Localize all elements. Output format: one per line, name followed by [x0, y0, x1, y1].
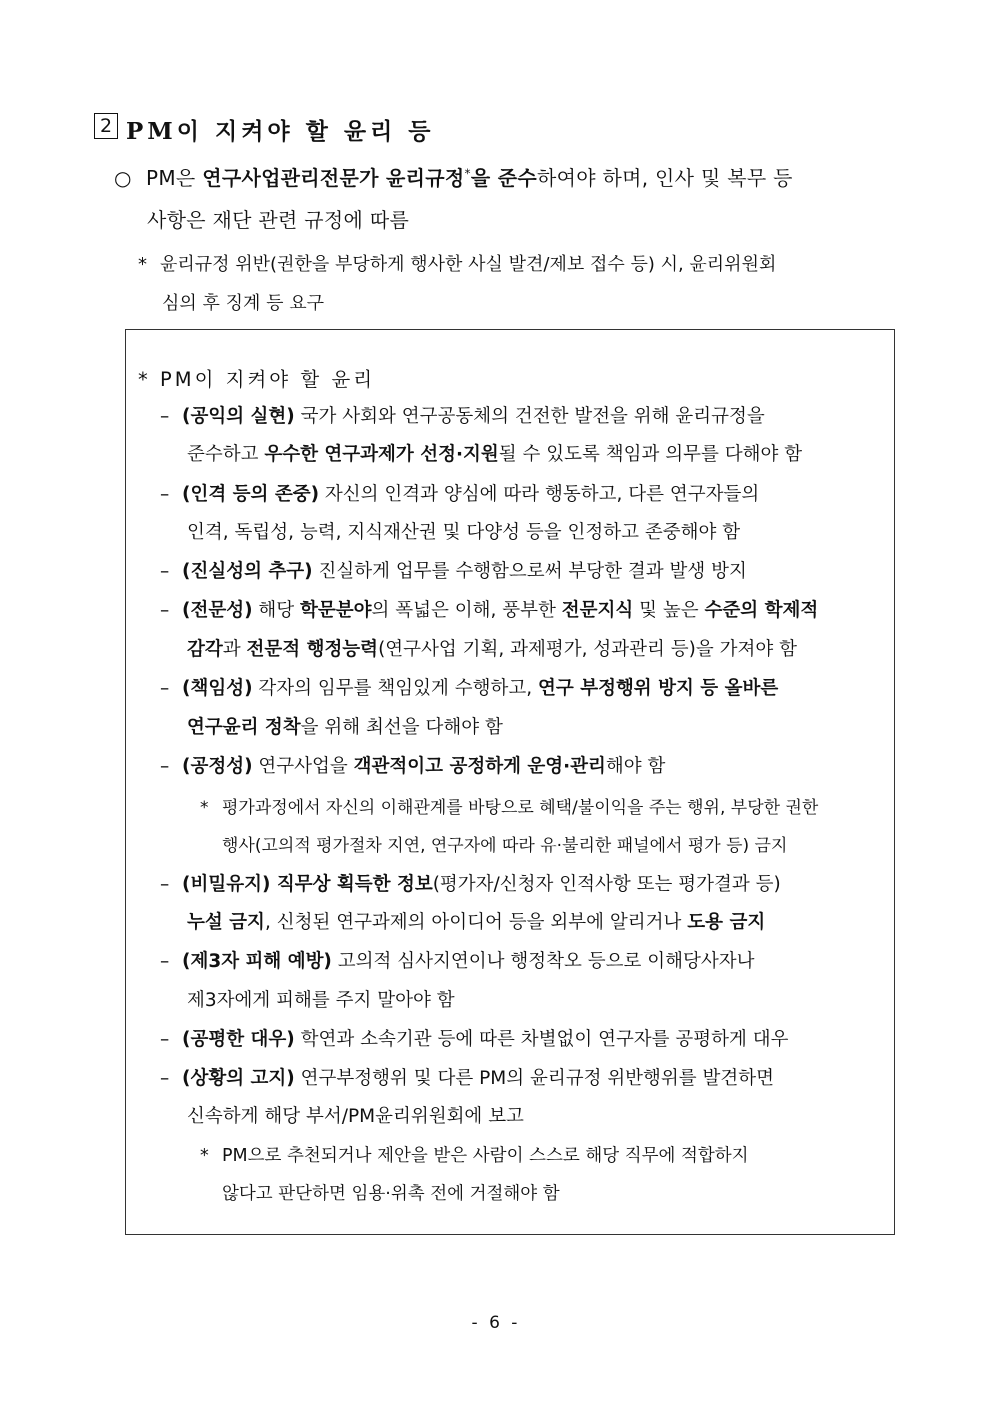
box-item-expertise-l2: 감각과 전문적 행정능력(연구사업 기획, 과제평가, 성과관리 등)을 가져야 함: [187, 639, 797, 660]
box-item-respect: – (인격 등의 존중) 자신의 인격과 양심에 따라 행동하고, 다른 연구자들의: [160, 484, 760, 505]
box-item-equal-treatment: – (공평한 대우) 학연과 소속기관 등에 따른 차별없이 연구자를 공평하게 대우: [160, 1029, 789, 1050]
box-item-confidentiality-l2: 누설 금지, 신청된 연구과제의 아이디어 등을 외부에 알리거나 도용 금지: [187, 912, 766, 933]
box-title: * PM이 지켜야 할 윤리: [138, 368, 376, 391]
intro-line-1: ○ PM은 연구사업관리전문가 윤리규정*을 준수하여야 하며, 인사 및 복무 등: [114, 166, 793, 190]
intro-line-2: 사항은 재단 관련 규정에 따름: [147, 208, 410, 232]
box-item-public-interest: – (공익의 실현) 국가 사회와 연구공동체의 건전한 발전을 위해 윤리규정을: [160, 406, 765, 427]
box-item-public-interest-l2: 준수하고 우수한 연구과제가 선정·지원될 수 있도록 책임과 의무를 다해야 함: [187, 444, 803, 465]
page-number: - 6 -: [471, 1313, 521, 1333]
box-item-responsibility-l2: 연구윤리 정착을 위해 최선을 다해야 함: [187, 717, 503, 738]
box-item-fairness: – (공정성) 연구사업을 객관적이고 공정하게 운영·관리해야 함: [160, 756, 666, 777]
circle-bullet: ○: [114, 166, 132, 190]
intro-note-line-2: 심의 후 징계 등 요구: [162, 293, 324, 314]
box-item-third-party: – (제3자 피해 예방) 고의적 심사지연이나 행정착오 등으로 이해당사자나: [160, 951, 755, 972]
box-notification-note-l2: 않다고 판단하면 임용·위촉 전에 거절해야 함: [222, 1184, 560, 1204]
box-item-responsibility: – (책임성) 각자의 임무를 책임있게 수행하고, 연구 부정행위 방지 등 올바른: [160, 678, 779, 699]
box-item-expertise: – (전문성) 해당 학문분야의 폭넓은 이해, 풍부한 전문지식 및 높은 수준의 학제적: [160, 600, 819, 621]
box-item-notification-l2: 신속하게 해당 부서/PM윤리위원회에 보고: [187, 1106, 524, 1127]
box-item-confidentiality: – (비밀유지) 직무상 획득한 정보(평가자/신청자 인적사항 또는 평가결과 등): [160, 874, 781, 895]
box-notification-note-l1: * PM으로 추천되거나 제안을 받은 사람이 스스로 해당 직무에 적합하지: [200, 1146, 749, 1166]
box-fairness-note-l1: * 평가과정에서 자신의 이해관계를 바탕으로 혜택/불이익을 주는 행위, 부당한 권한: [200, 798, 819, 818]
box-item-third-party-l2: 제3자에게 피해를 주지 말아야 함: [187, 990, 455, 1011]
section-title: PM이 지켜야 할 윤리 등: [126, 118, 435, 145]
intro-note-line-1: * 윤리규정 위반(권한을 부당하게 행사한 사실 발견/제보 접수 등) 시, 윤리위원회: [138, 254, 777, 275]
section-heading: [94, 113, 435, 146]
box-item-respect-l2: 인격, 독립성, 능력, 지식재산권 및 다양성 등을 인정하고 존중해야 함: [187, 522, 741, 543]
box-fairness-note-l2: 행사(고의적 평가절차 지연, 연구자에 따라 유·불리한 패널에서 평가 등) 금지: [222, 836, 788, 856]
box-item-notification: – (상황의 고지) 연구부정행위 및 다른 PM의 윤리규정 위반행위를 발견하면: [160, 1068, 775, 1089]
box-item-truth: – (진실성의 추구) 진실하게 업무를 수행함으로써 부당한 결과 발생 방지: [160, 561, 747, 582]
section-number-box: 2: [94, 113, 118, 139]
